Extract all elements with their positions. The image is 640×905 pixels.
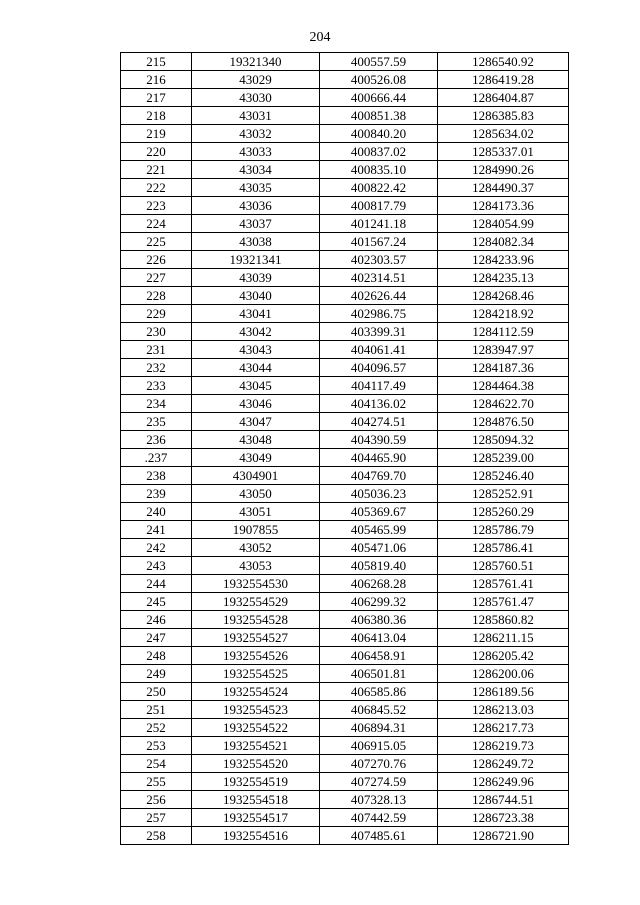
point-id-cell: 43032 xyxy=(192,125,320,143)
point-number-cell: 256 xyxy=(121,791,192,809)
x-coordinate-cell: 407328.13 xyxy=(320,791,438,809)
point-number-cell: 229 xyxy=(121,305,192,323)
point-number-cell: 236 xyxy=(121,431,192,449)
point-id-cell: 1932554519 xyxy=(192,773,320,791)
x-coordinate-cell: 405036.23 xyxy=(320,485,438,503)
point-id-cell: 43031 xyxy=(192,107,320,125)
y-coordinate-cell: 1286219.73 xyxy=(438,737,569,755)
x-coordinate-cell: 402986.75 xyxy=(320,305,438,323)
y-coordinate-cell: 1284082.34 xyxy=(438,233,569,251)
x-coordinate-cell: 406299.32 xyxy=(320,593,438,611)
y-coordinate-cell: 1285761.41 xyxy=(438,575,569,593)
point-number-cell: 251 xyxy=(121,701,192,719)
x-coordinate-cell: 404096.57 xyxy=(320,359,438,377)
x-coordinate-cell: 405465.99 xyxy=(320,521,438,539)
point-number-cell: 247 xyxy=(121,629,192,647)
point-id-cell: 43050 xyxy=(192,485,320,503)
x-coordinate-cell: 405471.06 xyxy=(320,539,438,557)
table-row xyxy=(121,809,569,827)
x-coordinate-cell: 404136.02 xyxy=(320,395,438,413)
table-row xyxy=(121,791,569,809)
point-id-cell: 43035 xyxy=(192,179,320,197)
x-coordinate-cell: 406458.91 xyxy=(320,647,438,665)
x-coordinate-cell: 402303.57 xyxy=(320,251,438,269)
point-number-cell: 238 xyxy=(121,467,192,485)
point-number-cell: 218 xyxy=(121,107,192,125)
y-coordinate-cell: 1286419.28 xyxy=(438,71,569,89)
table-row xyxy=(121,377,569,395)
table-row xyxy=(121,71,569,89)
x-coordinate-cell: 402626.44 xyxy=(320,287,438,305)
point-id-cell: 43046 xyxy=(192,395,320,413)
point-number-cell: 220 xyxy=(121,143,192,161)
table-row xyxy=(121,719,569,737)
point-id-cell: 43048 xyxy=(192,431,320,449)
y-coordinate-cell: 1285239.00 xyxy=(438,449,569,467)
point-id-cell: 1932554523 xyxy=(192,701,320,719)
y-coordinate-cell: 1284187.36 xyxy=(438,359,569,377)
point-number-cell: 221 xyxy=(121,161,192,179)
table-row xyxy=(121,89,569,107)
x-coordinate-cell: 406380.36 xyxy=(320,611,438,629)
y-coordinate-cell: 1286540.92 xyxy=(438,53,569,71)
y-coordinate-cell: 1284233.96 xyxy=(438,251,569,269)
table-row xyxy=(121,485,569,503)
table-row xyxy=(121,251,569,269)
table-row xyxy=(121,557,569,575)
x-coordinate-cell: 400851.38 xyxy=(320,107,438,125)
table-row xyxy=(121,575,569,593)
point-id-cell: 1932554530 xyxy=(192,575,320,593)
y-coordinate-cell: 1285252.91 xyxy=(438,485,569,503)
point-id-cell: 43033 xyxy=(192,143,320,161)
x-coordinate-cell: 406413.04 xyxy=(320,629,438,647)
x-coordinate-cell: 400835.10 xyxy=(320,161,438,179)
x-coordinate-cell: 407442.59 xyxy=(320,809,438,827)
table-row xyxy=(121,107,569,125)
point-id-cell: 1932554529 xyxy=(192,593,320,611)
point-number-cell: 240 xyxy=(121,503,192,521)
point-number-cell: .237 xyxy=(121,449,192,467)
point-number-cell: 239 xyxy=(121,485,192,503)
table-row xyxy=(121,701,569,719)
point-number-cell: 230 xyxy=(121,323,192,341)
table-row xyxy=(121,215,569,233)
y-coordinate-cell: 1284173.36 xyxy=(438,197,569,215)
point-number-cell: 226 xyxy=(121,251,192,269)
point-id-cell: 4304901 xyxy=(192,467,320,485)
point-id-cell: 1932554521 xyxy=(192,737,320,755)
y-coordinate-cell: 1285094.32 xyxy=(438,431,569,449)
table-row xyxy=(121,143,569,161)
table-row xyxy=(121,611,569,629)
point-id-cell: 43039 xyxy=(192,269,320,287)
table-row xyxy=(121,431,569,449)
point-id-cell: 1932554525 xyxy=(192,665,320,683)
table-row xyxy=(121,449,569,467)
point-id-cell: 1932554522 xyxy=(192,719,320,737)
point-id-cell: 1932554517 xyxy=(192,809,320,827)
page-number: 204 xyxy=(309,30,331,45)
point-id-cell: 1932554518 xyxy=(192,791,320,809)
point-id-cell: 43030 xyxy=(192,89,320,107)
x-coordinate-cell: 406268.28 xyxy=(320,575,438,593)
y-coordinate-cell: 1284490.37 xyxy=(438,179,569,197)
point-id-cell: 43042 xyxy=(192,323,320,341)
point-id-cell: 1932554528 xyxy=(192,611,320,629)
table-row xyxy=(121,683,569,701)
y-coordinate-cell: 1286213.03 xyxy=(438,701,569,719)
y-coordinate-cell: 1284622.70 xyxy=(438,395,569,413)
x-coordinate-cell: 407485.61 xyxy=(320,827,438,845)
point-id-cell: 43029 xyxy=(192,71,320,89)
y-coordinate-cell: 1284990.26 xyxy=(438,161,569,179)
x-coordinate-cell: 400840.20 xyxy=(320,125,438,143)
y-coordinate-cell: 1285761.47 xyxy=(438,593,569,611)
x-coordinate-cell: 404274.51 xyxy=(320,413,438,431)
point-number-cell: 253 xyxy=(121,737,192,755)
y-coordinate-cell: 1286404.87 xyxy=(438,89,569,107)
x-coordinate-cell: 400557.59 xyxy=(320,53,438,71)
x-coordinate-cell: 406501.81 xyxy=(320,665,438,683)
point-id-cell: 43041 xyxy=(192,305,320,323)
point-id-cell: 43037 xyxy=(192,215,320,233)
point-number-cell: 250 xyxy=(121,683,192,701)
point-number-cell: 234 xyxy=(121,395,192,413)
x-coordinate-cell: 400837.02 xyxy=(320,143,438,161)
point-number-cell: 246 xyxy=(121,611,192,629)
table-row xyxy=(121,521,569,539)
table-row xyxy=(121,323,569,341)
point-id-cell: 1932554524 xyxy=(192,683,320,701)
y-coordinate-cell: 1284464.38 xyxy=(438,377,569,395)
table-row xyxy=(121,197,569,215)
x-coordinate-cell: 406915.05 xyxy=(320,737,438,755)
point-number-cell: 245 xyxy=(121,593,192,611)
y-coordinate-cell: 1284112.59 xyxy=(438,323,569,341)
table-row xyxy=(121,665,569,683)
table-row xyxy=(121,647,569,665)
point-number-cell: 217 xyxy=(121,89,192,107)
point-id-cell: 1907855 xyxy=(192,521,320,539)
y-coordinate-cell: 1286205.42 xyxy=(438,647,569,665)
x-coordinate-cell: 405819.40 xyxy=(320,557,438,575)
point-number-cell: 252 xyxy=(121,719,192,737)
coordinates-table xyxy=(120,52,569,845)
x-coordinate-cell: 407270.76 xyxy=(320,755,438,773)
y-coordinate-cell: 1285337.01 xyxy=(438,143,569,161)
x-coordinate-cell: 404465.90 xyxy=(320,449,438,467)
x-coordinate-cell: 401241.18 xyxy=(320,215,438,233)
y-coordinate-cell: 1286744.51 xyxy=(438,791,569,809)
point-number-cell: 248 xyxy=(121,647,192,665)
point-id-cell: 19321340 xyxy=(192,53,320,71)
table-row xyxy=(121,125,569,143)
point-number-cell: 219 xyxy=(121,125,192,143)
y-coordinate-cell: 1284268.46 xyxy=(438,287,569,305)
point-number-cell: 235 xyxy=(121,413,192,431)
point-number-cell: 228 xyxy=(121,287,192,305)
point-number-cell: 249 xyxy=(121,665,192,683)
point-id-cell: 43051 xyxy=(192,503,320,521)
point-number-cell: 224 xyxy=(121,215,192,233)
y-coordinate-cell: 1286249.72 xyxy=(438,755,569,773)
x-coordinate-cell: 406585.86 xyxy=(320,683,438,701)
x-coordinate-cell: 400822.42 xyxy=(320,179,438,197)
table-row xyxy=(121,503,569,521)
table-body xyxy=(121,53,569,845)
x-coordinate-cell: 400666.44 xyxy=(320,89,438,107)
x-coordinate-cell: 403399.31 xyxy=(320,323,438,341)
point-number-cell: 215 xyxy=(121,53,192,71)
point-number-cell: 223 xyxy=(121,197,192,215)
point-id-cell: 43038 xyxy=(192,233,320,251)
table-row xyxy=(121,629,569,647)
point-id-cell: 43053 xyxy=(192,557,320,575)
table-row xyxy=(121,467,569,485)
point-number-cell: 227 xyxy=(121,269,192,287)
table-row xyxy=(121,287,569,305)
point-id-cell: 43052 xyxy=(192,539,320,557)
x-coordinate-cell: 406894.31 xyxy=(320,719,438,737)
point-id-cell: 1932554516 xyxy=(192,827,320,845)
point-number-cell: 244 xyxy=(121,575,192,593)
table-row xyxy=(121,593,569,611)
point-number-cell: 222 xyxy=(121,179,192,197)
y-coordinate-cell: 1285786.79 xyxy=(438,521,569,539)
x-coordinate-cell: 405369.67 xyxy=(320,503,438,521)
point-number-cell: 231 xyxy=(121,341,192,359)
table-row xyxy=(121,395,569,413)
point-number-cell: 233 xyxy=(121,377,192,395)
point-number-cell: 225 xyxy=(121,233,192,251)
point-id-cell: 43045 xyxy=(192,377,320,395)
point-number-cell: 216 xyxy=(121,71,192,89)
x-coordinate-cell: 406845.52 xyxy=(320,701,438,719)
y-coordinate-cell: 1284235.13 xyxy=(438,269,569,287)
point-id-cell: 1932554520 xyxy=(192,755,320,773)
y-coordinate-cell: 1286385.83 xyxy=(438,107,569,125)
x-coordinate-cell: 400526.08 xyxy=(320,71,438,89)
table-row xyxy=(121,413,569,431)
point-number-cell: 255 xyxy=(121,773,192,791)
x-coordinate-cell: 402314.51 xyxy=(320,269,438,287)
table-row xyxy=(121,341,569,359)
table-row xyxy=(121,53,569,71)
x-coordinate-cell: 404061.41 xyxy=(320,341,438,359)
y-coordinate-cell: 1285786.41 xyxy=(438,539,569,557)
table-row xyxy=(121,161,569,179)
table-row xyxy=(121,737,569,755)
table-row xyxy=(121,827,569,845)
table-row xyxy=(121,755,569,773)
point-id-cell: 1932554527 xyxy=(192,629,320,647)
y-coordinate-cell: 1284054.99 xyxy=(438,215,569,233)
x-coordinate-cell: 401567.24 xyxy=(320,233,438,251)
x-coordinate-cell: 407274.59 xyxy=(320,773,438,791)
point-id-cell: 43043 xyxy=(192,341,320,359)
y-coordinate-cell: 1284876.50 xyxy=(438,413,569,431)
point-number-cell: 254 xyxy=(121,755,192,773)
y-coordinate-cell: 1285260.29 xyxy=(438,503,569,521)
y-coordinate-cell: 1286249.96 xyxy=(438,773,569,791)
point-number-cell: 243 xyxy=(121,557,192,575)
y-coordinate-cell: 1285860.82 xyxy=(438,611,569,629)
point-number-cell: 241 xyxy=(121,521,192,539)
point-id-cell: 43044 xyxy=(192,359,320,377)
x-coordinate-cell: 404390.59 xyxy=(320,431,438,449)
point-number-cell: 258 xyxy=(121,827,192,845)
y-coordinate-cell: 1286189.56 xyxy=(438,683,569,701)
table-row xyxy=(121,269,569,287)
point-id-cell: 43036 xyxy=(192,197,320,215)
point-id-cell: 19321341 xyxy=(192,251,320,269)
table-row xyxy=(121,359,569,377)
point-number-cell: 232 xyxy=(121,359,192,377)
y-coordinate-cell: 1286200.06 xyxy=(438,665,569,683)
table-row xyxy=(121,233,569,251)
y-coordinate-cell: 1285760.51 xyxy=(438,557,569,575)
x-coordinate-cell: 404769.70 xyxy=(320,467,438,485)
y-coordinate-cell: 1285246.40 xyxy=(438,467,569,485)
point-id-cell: 1932554526 xyxy=(192,647,320,665)
y-coordinate-cell: 1286217.73 xyxy=(438,719,569,737)
y-coordinate-cell: 1285634.02 xyxy=(438,125,569,143)
table-row xyxy=(121,305,569,323)
y-coordinate-cell: 1286721.90 xyxy=(438,827,569,845)
point-id-cell: 43047 xyxy=(192,413,320,431)
table-row xyxy=(121,539,569,557)
y-coordinate-cell: 1286211.15 xyxy=(438,629,569,647)
y-coordinate-cell: 1286723.38 xyxy=(438,809,569,827)
table-row xyxy=(121,773,569,791)
y-coordinate-cell: 1284218.92 xyxy=(438,305,569,323)
table-row xyxy=(121,179,569,197)
point-id-cell: 43040 xyxy=(192,287,320,305)
y-coordinate-cell: 1283947.97 xyxy=(438,341,569,359)
point-id-cell: 43034 xyxy=(192,161,320,179)
point-number-cell: 257 xyxy=(121,809,192,827)
x-coordinate-cell: 404117.49 xyxy=(320,377,438,395)
point-id-cell: 43049 xyxy=(192,449,320,467)
x-coordinate-cell: 400817.79 xyxy=(320,197,438,215)
point-number-cell: 242 xyxy=(121,539,192,557)
